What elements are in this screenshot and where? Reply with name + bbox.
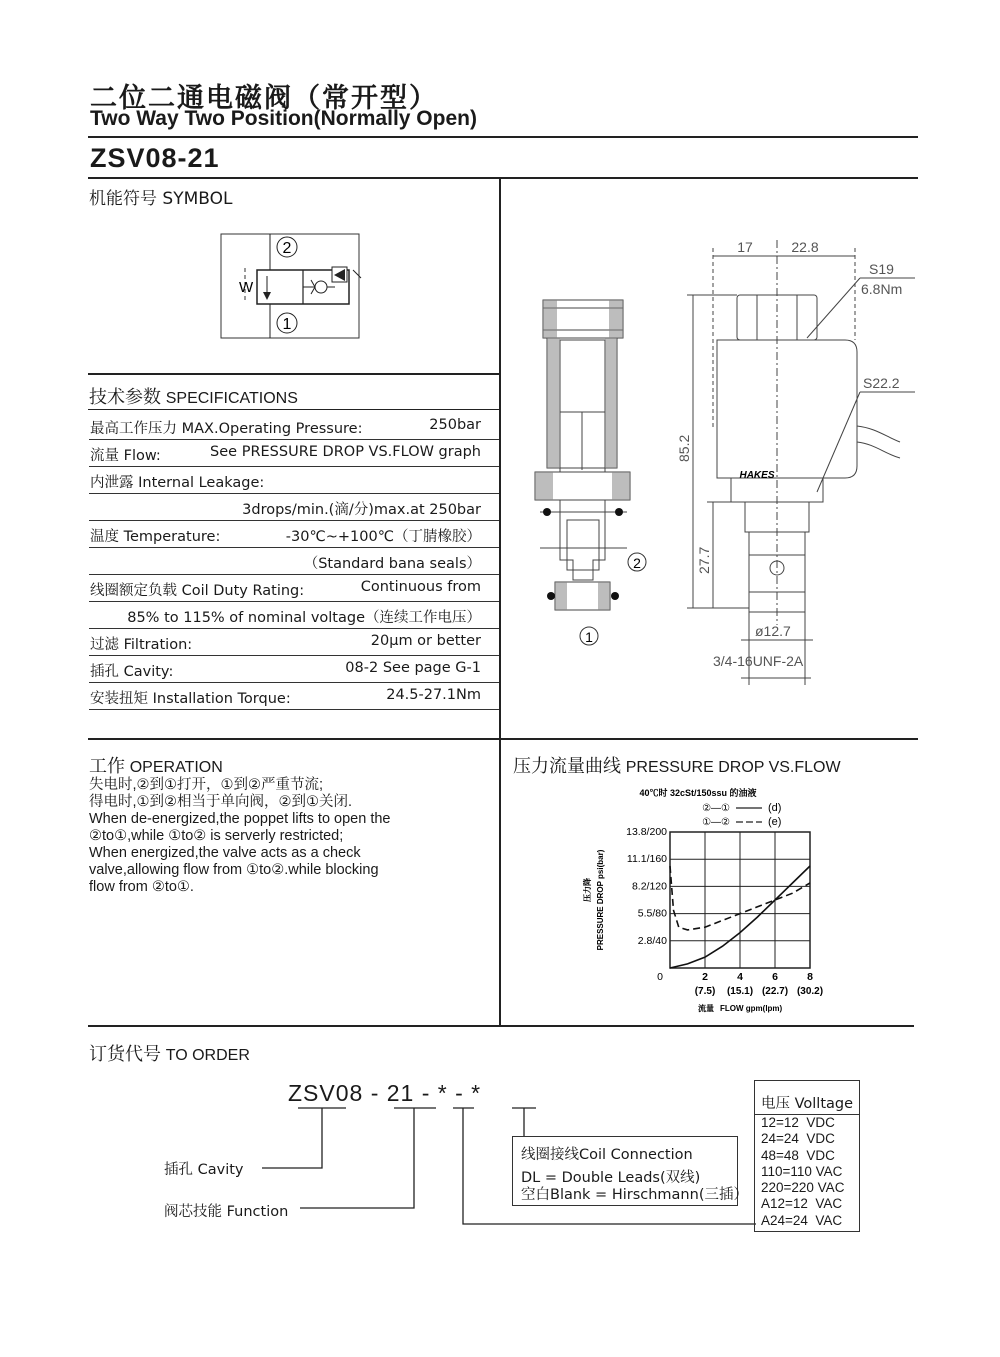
operation-heading-en: OPERATION bbox=[129, 759, 223, 776]
spec-row bbox=[89, 574, 499, 602]
voltage-item: A24=24 VAC bbox=[761, 1212, 843, 1228]
coil-line-1: DL = Double Leads(双线) bbox=[521, 1170, 701, 1186]
y-tick-label: 13.8/200 bbox=[626, 826, 667, 838]
spec-row bbox=[89, 601, 499, 629]
x-tick-lpm: (30.2) bbox=[796, 986, 824, 997]
specs-top-rule bbox=[88, 409, 499, 410]
chart-heading bbox=[513, 752, 841, 778]
operation-text bbox=[89, 777, 489, 896]
spec-value: -30℃~+100℃（丁腈橡胶） bbox=[285, 529, 481, 545]
model-rule bbox=[88, 177, 918, 179]
y-tick-label: 2.8/40 bbox=[637, 934, 667, 947]
spec-value: 24.5-27.1Nm bbox=[386, 687, 481, 703]
spec-label: 过滤 Filtration: bbox=[90, 637, 193, 653]
x-axis-label: FLOW gpm(lpm) bbox=[720, 1004, 783, 1013]
voltage-box bbox=[754, 1080, 860, 1232]
spec-value: 08-2 See page G-1 bbox=[345, 660, 481, 676]
y-tick-label: 11.1/160 bbox=[626, 853, 667, 866]
symbol-heading: 机能符号 SYMBOL bbox=[89, 189, 233, 209]
dim-s22-2: S22.2 bbox=[863, 375, 900, 391]
legend-label: ①—② bbox=[702, 817, 730, 828]
chart-title: 40℃时 32cSt/150ssu 的油液 bbox=[639, 788, 757, 798]
x-tick-label: 2 bbox=[702, 971, 708, 983]
spec-label: 线圈额定负载 Coil Duty Rating: bbox=[90, 583, 305, 599]
order-code: ZSV08 - 21 - * - * bbox=[288, 1080, 482, 1106]
order-heading bbox=[89, 1040, 250, 1066]
model-number: ZSV08-21 bbox=[90, 143, 220, 173]
specs-heading bbox=[89, 383, 298, 409]
operation-line: valve,allowing flow from ①to②.while blocking bbox=[89, 862, 379, 878]
chart-heading-cn: 压力流量曲线 bbox=[513, 756, 621, 777]
y-tick-label: 5.5/80 bbox=[637, 907, 667, 920]
spec-label: 插孔 Cavity: bbox=[90, 664, 174, 680]
dim-27-7: 27.7 bbox=[696, 546, 712, 574]
x-axis-label-cn: 流量 bbox=[698, 1004, 714, 1013]
operation-line: When de-energized,the poppet lifts to open the bbox=[89, 811, 391, 827]
spec-label: 安装扭矩 Installation Torque: bbox=[90, 691, 291, 707]
legend-key: (d) bbox=[768, 802, 782, 814]
dim-torque: 6.8Nm bbox=[861, 281, 903, 297]
chart-heading-en: PRESSURE DROP VS.FLOW bbox=[625, 759, 841, 776]
spec-row bbox=[89, 655, 499, 683]
dim-22-8: 22.8 bbox=[791, 239, 819, 255]
voltage-item: 110=110 VAC bbox=[761, 1163, 843, 1179]
dim-s19: S19 bbox=[869, 261, 894, 277]
spec-value: 250bar bbox=[429, 417, 481, 433]
x-tick-lpm: (15.1) bbox=[726, 986, 754, 997]
spec-label: 温度 Temperature: bbox=[90, 529, 221, 545]
spec-row bbox=[89, 547, 499, 575]
x-tick-label: 8 bbox=[807, 971, 813, 983]
pressure-flow-chart bbox=[583, 784, 840, 1020]
operation-line: When energized,the valve acts as a check bbox=[89, 845, 361, 861]
drawing-port-1: 1 bbox=[585, 629, 593, 645]
y-axis-label-cn: 压力降 bbox=[583, 878, 592, 902]
voltage-item: 220=220 VAC bbox=[761, 1180, 845, 1196]
spec-value: 3drops/min.(滴/分)max.at 250bar bbox=[242, 502, 481, 518]
spec-value: 85% to 115% of nominal voltage（连续工作电压） bbox=[127, 610, 481, 626]
order-heading-cn: 订货代号 bbox=[89, 1044, 161, 1065]
spec-label: 内泄露 Internal Leakage: bbox=[90, 475, 265, 491]
dim-85-2: 85.2 bbox=[676, 434, 692, 462]
order-cavity-label: 插孔 Cavity bbox=[164, 1162, 244, 1178]
y-tick-label: 8.2/120 bbox=[631, 880, 667, 893]
x-tick-label: 6 bbox=[772, 971, 778, 983]
spec-label: 流量 Flow: bbox=[90, 448, 161, 464]
legend-label: ②—① bbox=[702, 803, 730, 814]
voltage-list bbox=[761, 1115, 844, 1229]
voltage-item: 48=48 VDC bbox=[761, 1147, 835, 1163]
port-1-label: 1 bbox=[282, 316, 292, 333]
spec-row bbox=[89, 682, 499, 710]
spec-row bbox=[89, 520, 499, 548]
drawing-port-2: 2 bbox=[633, 555, 641, 571]
x-tick-label: 4 bbox=[737, 971, 743, 983]
port-2-label: 2 bbox=[282, 240, 292, 257]
specs-heading-en: SPECIFICATIONS bbox=[165, 390, 298, 407]
order-function-label: 阀芯技能 Function bbox=[164, 1204, 289, 1220]
voltage-item: 12=12 VDC bbox=[761, 1115, 835, 1130]
voltage-item: 24=24 VDC bbox=[761, 1131, 835, 1147]
symbol-bottom-rule bbox=[88, 373, 499, 375]
thread-spec: 3/4-16UNF-2A bbox=[713, 653, 804, 669]
coil-title: 线圈接线Coil Connection bbox=[521, 1147, 693, 1163]
legend-key: (e) bbox=[768, 816, 782, 828]
specs-heading-cn: 技术参数 bbox=[89, 387, 161, 408]
operation-line: ②to①,while ①to② is serverly restricted; bbox=[89, 828, 344, 844]
voltage-title: 电压 Volltage bbox=[761, 1096, 854, 1112]
coil-line-2: 空白Blank = Hirschmann(三插） bbox=[521, 1187, 748, 1203]
spec-row bbox=[89, 439, 499, 467]
operation-line: 失电时,②到①打开，①到②严重节流; bbox=[89, 777, 324, 793]
spec-value: 20μm or better bbox=[370, 633, 481, 649]
brand-label: HAKES bbox=[739, 470, 775, 481]
spec-row bbox=[89, 628, 499, 656]
center-divider bbox=[499, 177, 501, 1027]
valve-symbol bbox=[215, 228, 365, 343]
title-en: Two Way Two Position(Normally Open) bbox=[90, 107, 477, 130]
dim-17: 17 bbox=[737, 239, 753, 255]
y-axis-label: PRESSURE DROP psi(bar) bbox=[596, 849, 605, 951]
x-tick-lpm: (7.5) bbox=[694, 986, 716, 997]
spec-value: （Standard bana seals） bbox=[303, 556, 481, 572]
operation-heading-cn: 工作 bbox=[89, 756, 125, 777]
operation-line: flow from ②to①. bbox=[89, 879, 194, 895]
lower-rule bbox=[88, 1025, 914, 1027]
spec-value: Continuous from bbox=[360, 579, 481, 595]
order-heading-en: TO ORDER bbox=[165, 1047, 250, 1064]
valve-drawing bbox=[505, 230, 915, 690]
spec-row bbox=[89, 493, 499, 521]
coil-connection-box bbox=[512, 1136, 748, 1206]
operation-heading bbox=[89, 752, 223, 778]
spec-value: See PRESSURE DROP VS.FLOW graph bbox=[210, 444, 481, 460]
dim-diameter: ø12.7 bbox=[755, 623, 791, 639]
x-tick-lpm: (22.7) bbox=[761, 986, 789, 997]
header-rule bbox=[88, 136, 918, 138]
middle-rule bbox=[88, 738, 918, 740]
w-label: W bbox=[239, 279, 254, 296]
voltage-item: A12=12 VAC bbox=[761, 1196, 843, 1212]
spec-label: 最高工作压力 MAX.Operating Pressure: bbox=[90, 421, 363, 437]
spec-row bbox=[89, 466, 499, 494]
x-tick-zero: 0 bbox=[657, 971, 663, 983]
title-cn: 二位二通电磁阀（常开型） bbox=[90, 83, 438, 114]
spec-row bbox=[89, 412, 499, 440]
operation-line: 得电时,①到②相当于单向阀，②到①关闭. bbox=[89, 794, 353, 810]
